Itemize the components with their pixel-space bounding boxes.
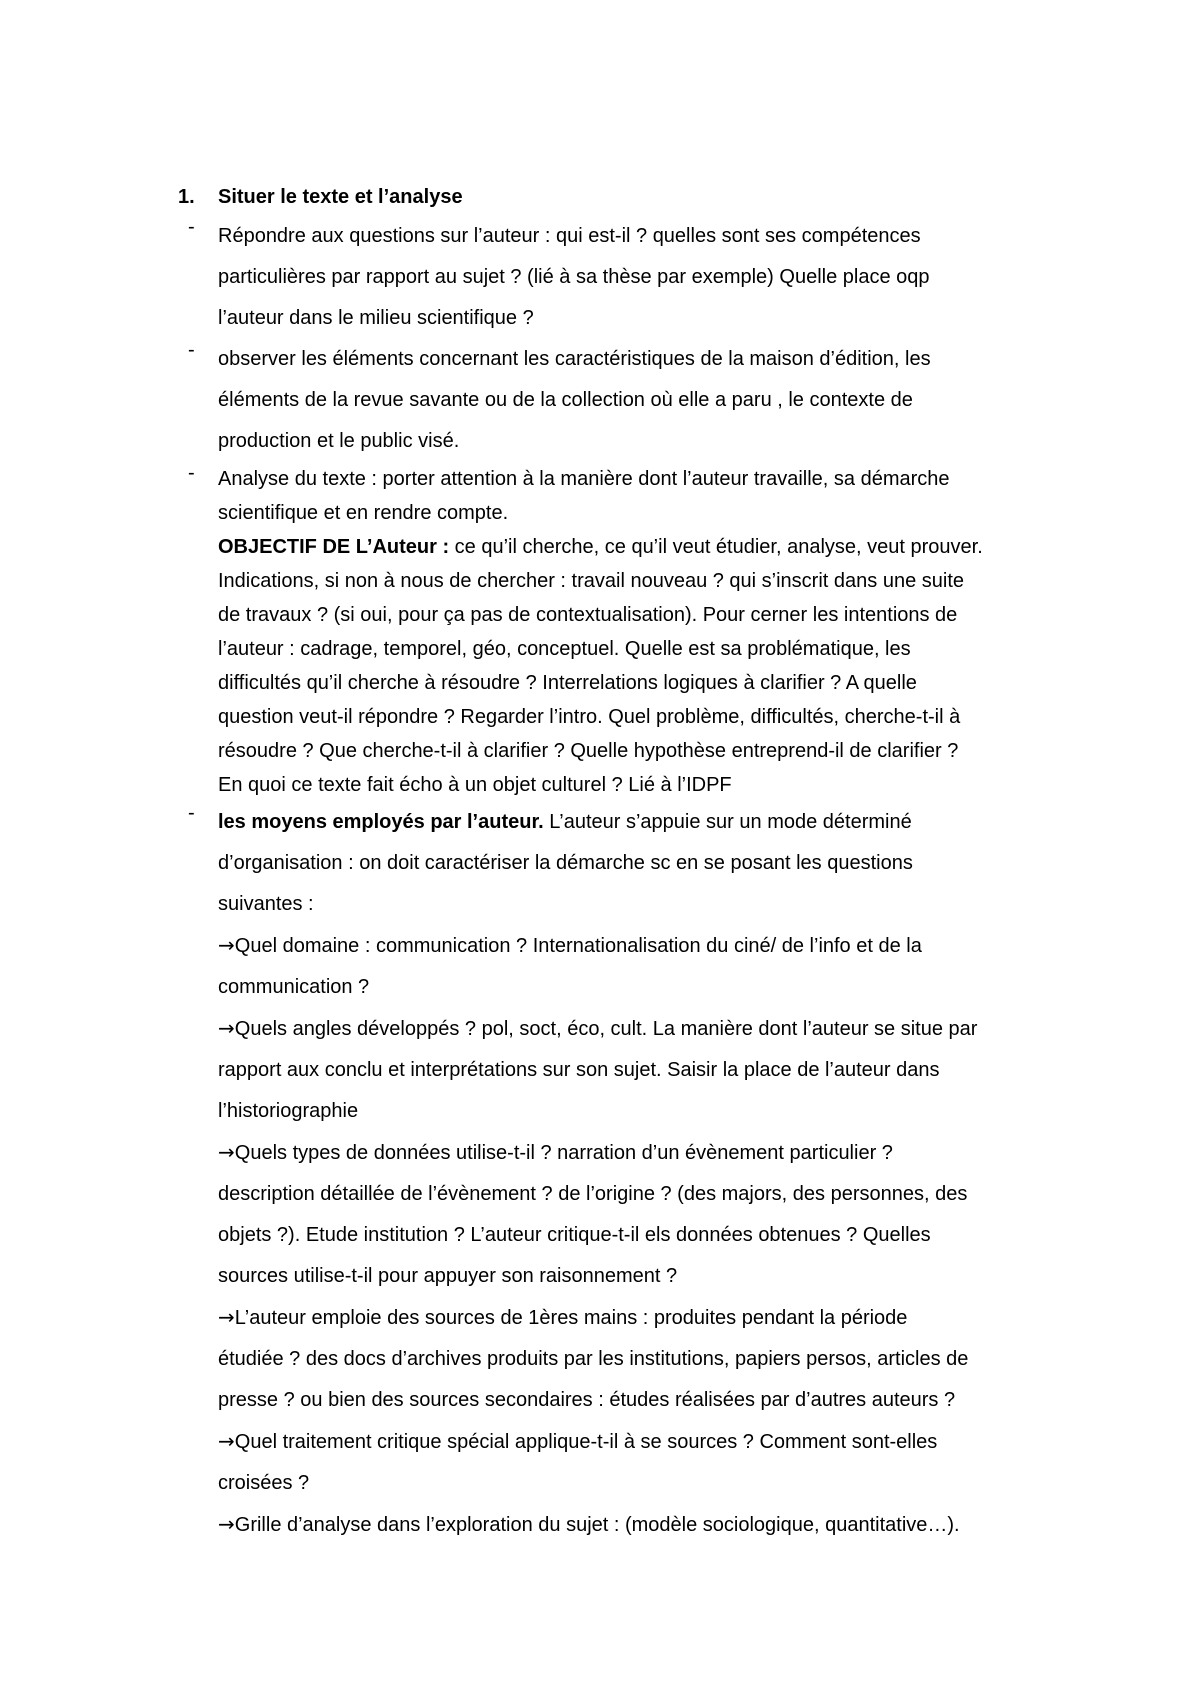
moyens-lead-line [218, 802, 1078, 843]
text-fragment: Grille d’analyse dans l’exploration du sujet : (modèle sociologique, quantitative…). [234, 1514, 960, 1536]
text-line: d’organisation : on doit caractériser la démarche sc en se posant les questions [218, 852, 913, 874]
objectif-label: OBJECTIF DE L’Auteur : [218, 536, 450, 558]
text-fragment: Quels angles développés ? pol, soct, éco, cult. La manière dont l’auteur se situe par [234, 1018, 978, 1040]
question-line [218, 1008, 1078, 1050]
text-line: sources utilise-t-il pour appuyer son raisonnement ? [218, 1265, 678, 1287]
text-line: l’auteur dans le milieu scientifique ? [218, 307, 534, 329]
text-line: Répondre aux questions sur l’auteur : qui est-il ? quelles sont ses compétences [218, 225, 921, 247]
text-line: croisées ? [218, 1472, 310, 1494]
right-arrow-icon: → [218, 933, 235, 957]
right-arrow-icon: → [218, 1429, 235, 1453]
text-line: particulières par rapport au sujet ? (lié à sa thèse par exemple) Quelle place oqp [218, 266, 930, 288]
right-arrow-icon: → [218, 1305, 235, 1329]
text-line: l’historiographie [218, 1100, 359, 1122]
text-line: étudiée ? des docs d’archives produits par les institutions, papiers persos, articles de [218, 1348, 969, 1370]
text-line: suivantes : [218, 893, 314, 915]
moyens-label: les moyens employés par l’auteur. [218, 811, 544, 833]
document-body [178, 182, 1078, 1546]
text-fragment: ce qu’il cherche, ce qu’il veut étudier, analyse, veut prouver. [449, 536, 983, 558]
text-line: description détaillée de l’évènement ? de l’origine ? (des majors, des personnes, des [218, 1183, 968, 1205]
right-arrow-icon: → [218, 1016, 235, 1040]
bullet-dash: - [188, 216, 195, 238]
section-heading [178, 182, 1078, 216]
text-fragment: Quels types de données utilise-t-il ? narration d’un évènement particulier ? [234, 1142, 893, 1164]
bullet-dash: - [188, 462, 195, 484]
text-line: Indications, si non à nous de chercher : travail nouveau ? qui s’inscrit dans une suite [218, 570, 964, 592]
text-line: de travaux ? (si oui, pour ça pas de contextualisation). Pour cerner les intentions de [218, 604, 958, 626]
text-line: question veut-il répondre ? Regarder l’intro. Quel problème, difficultés, cherche-t-il à [218, 706, 961, 728]
heading-number: 1. [178, 186, 195, 208]
right-arrow-icon: → [218, 1512, 235, 1536]
text-line: communication ? [218, 976, 370, 998]
question-line [218, 925, 1078, 967]
right-arrow-icon: → [218, 1140, 235, 1164]
text-line: rapport aux conclu et interprétations sur son sujet. Saisir la place de l’auteur dans [218, 1059, 940, 1081]
heading-title: Situer le texte et l’analyse [218, 186, 463, 208]
text-fragment: Quel domaine : communication ? Internationalisation du ciné/ de l’info et de la [234, 935, 922, 957]
question-line [218, 1504, 1078, 1546]
bullet-dash: - [188, 802, 195, 824]
text-line: résoudre ? Que cherche-t-il à clarifier ? Quelle hypothèse entreprend-il de clarifier ? [218, 740, 959, 762]
text-line: observer les éléments concernant les caractéristiques de la maison d’édition, les [218, 348, 931, 370]
text-line: Analyse du texte : porter attention à la manière dont l’auteur travaille, sa démarche [218, 468, 950, 490]
text-line: En quoi ce texte fait écho à un objet culturel ? Lié à l’IDPF [218, 774, 732, 796]
text-fragment: L’auteur s’appuie sur un mode déterminé [543, 811, 912, 833]
list-item [178, 462, 1078, 802]
text-line: production et le public visé. [218, 430, 460, 452]
text-line: scientifique et en rendre compte. [218, 502, 509, 524]
list-item [178, 802, 1078, 1546]
text-line: objets ?). Etude institution ? L’auteur critique-t-il els données obtenues ? Quelles [218, 1224, 931, 1246]
question-line [218, 1421, 1078, 1463]
objectif-paragraph-line [218, 530, 1078, 564]
text-fragment: Quel traitement critique spécial applique-t-il à se sources ? Comment sont-elles [234, 1431, 938, 1453]
text-line: éléments de la revue savante ou de la collection où elle a paru , le contexte de [218, 389, 913, 411]
question-line [218, 1297, 1078, 1339]
text-line: difficultés qu’il cherche à résoudre ? Interrelations logiques à clarifier ? A quelle [218, 672, 917, 694]
text-line: l’auteur : cadrage, temporel, géo, conceptuel. Quelle est sa problématique, les [218, 638, 911, 660]
text-line: presse ? ou bien des sources secondaires : études réalisées par d’autres auteurs ? [218, 1389, 956, 1411]
list-item [178, 339, 1078, 462]
bullet-dash: - [188, 339, 195, 361]
list-item [178, 216, 1078, 339]
text-fragment: L’auteur emploie des sources de 1ères mains : produites pendant la période [234, 1307, 908, 1329]
question-line [218, 1132, 1078, 1174]
